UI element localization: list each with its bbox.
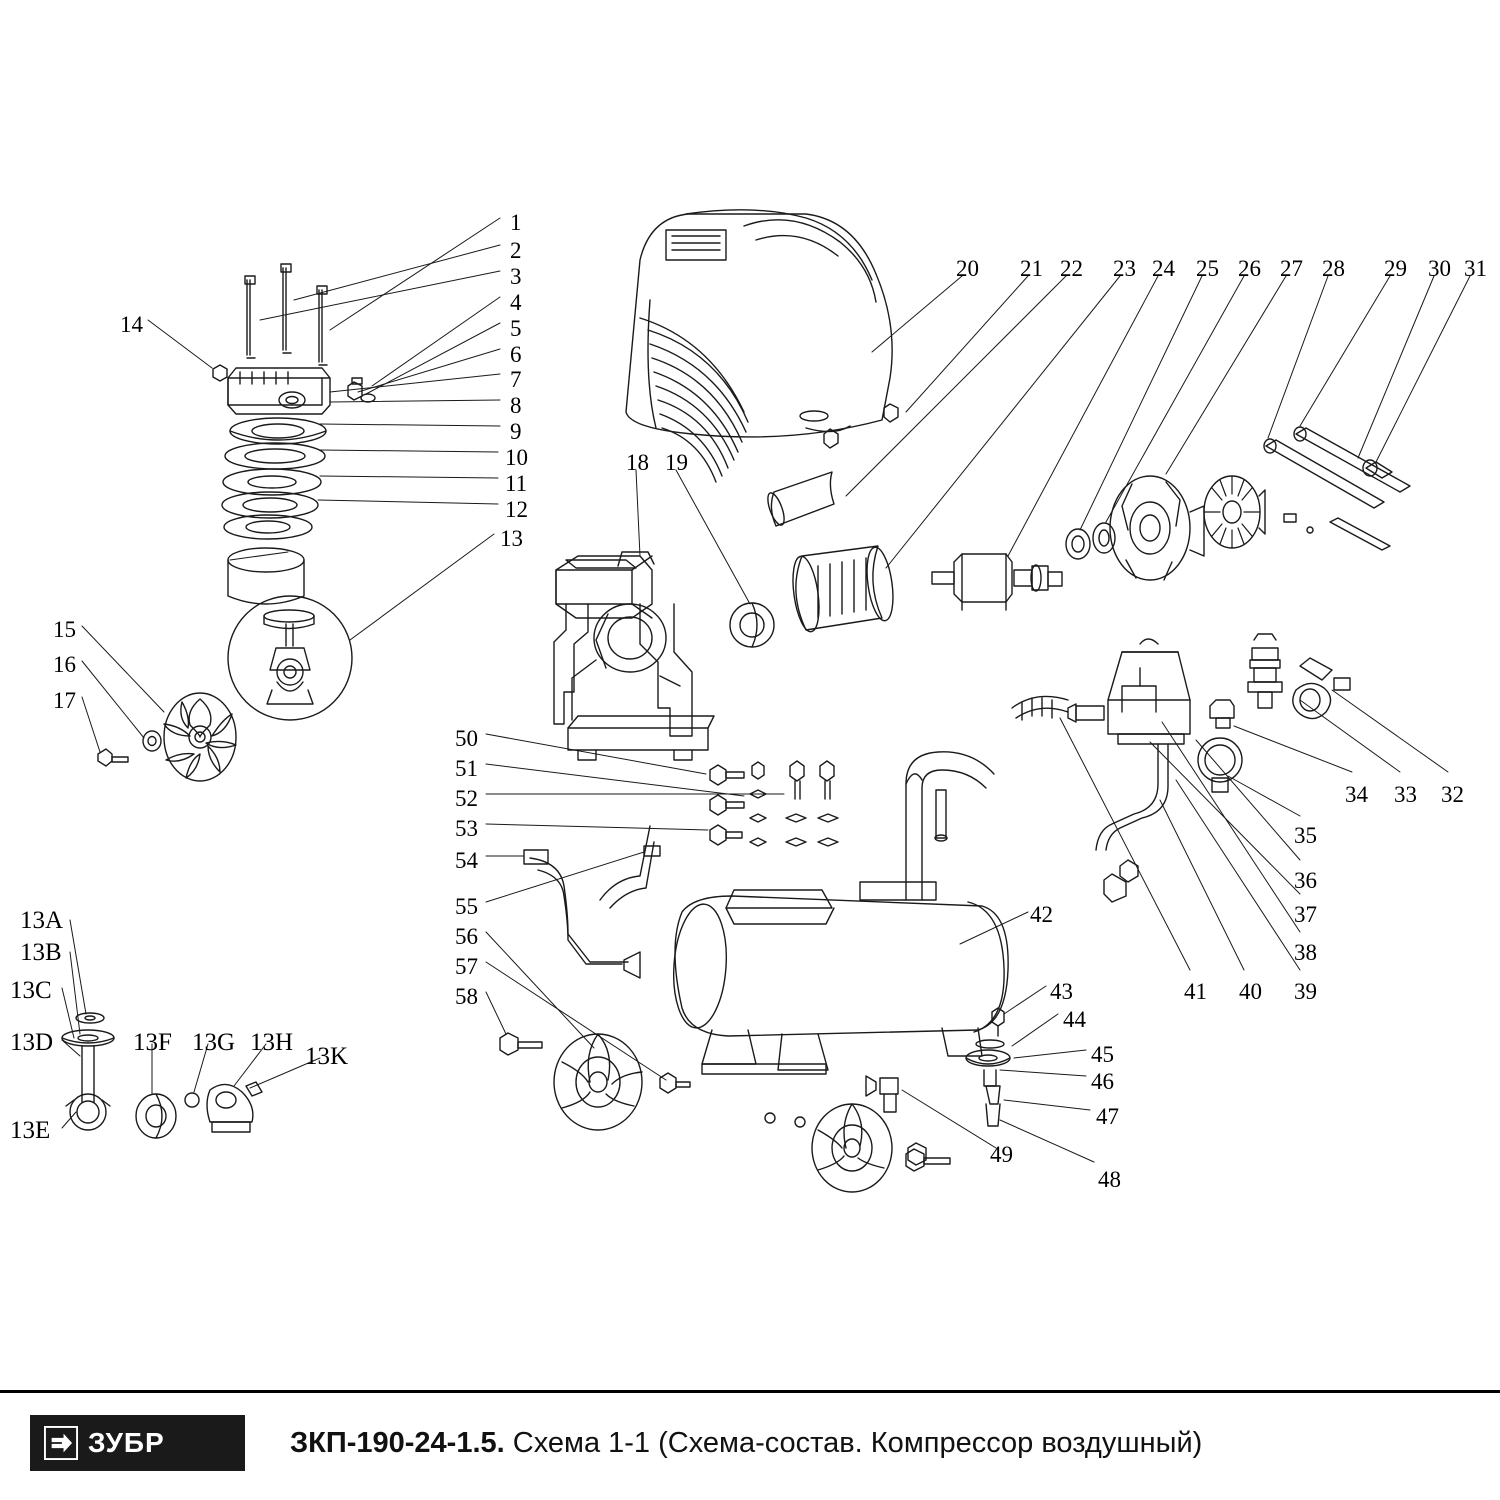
callout-21: 21 [1020,256,1043,281]
callout-55: 55 [455,894,478,919]
bearing-19 [730,603,774,647]
callout-35: 35 [1294,823,1317,848]
callout-34: 34 [1345,782,1368,807]
callout-13D: 13D [10,1029,54,1056]
callout-9: 9 [510,419,522,444]
cylinder-head-assembly [213,264,375,604]
callout-10: 10 [505,445,528,470]
callout-13H: 13H [250,1029,294,1056]
callout-24: 24 [1152,256,1175,281]
callout-41: 41 [1184,979,1207,1004]
callout-48: 48 [1098,1167,1121,1192]
air-tank [670,752,1008,1074]
callout-13: 13 [500,526,523,551]
callout-51: 51 [455,756,478,781]
callout-13E: 13E [10,1117,51,1144]
brand-name: ЗУБР [88,1427,165,1458]
callout-13G: 13G [192,1029,236,1056]
callout-3: 3 [510,264,522,289]
callout-58: 58 [455,984,478,1009]
callout-13K: 13K [305,1043,349,1070]
bearing-washers [1066,523,1115,559]
callout-30: 30 [1428,256,1451,281]
callout-12: 12 [505,497,528,522]
callout-5: 5 [510,316,522,341]
motor-cover [626,210,898,482]
callout-6: 6 [510,342,522,367]
callout-13B: 13B [20,939,62,966]
callout-13F: 13F [133,1029,172,1056]
callout-19: 19 [665,450,688,475]
callout-27: 27 [1280,256,1303,281]
zubr-arrow-icon [44,1426,78,1460]
footer-bar [0,1390,1500,1500]
callout-49: 49 [990,1142,1013,1167]
callout-28: 28 [1322,256,1345,281]
callout-39: 39 [1294,979,1317,1004]
hardware-fasteners [710,761,838,846]
pressure-switch-assembly [1012,634,1350,902]
outlet-pipe [524,826,660,978]
callout-40: 40 [1239,979,1262,1004]
motor-end-bell [1110,476,1204,580]
callout-11: 11 [505,471,528,496]
callout-44: 44 [1063,1007,1086,1032]
callout-45: 45 [1091,1042,1114,1067]
callout-52: 52 [455,786,478,811]
callout-4: 4 [510,290,522,315]
callout-31: 31 [1464,256,1487,281]
callout-57: 57 [455,954,478,979]
crankcase-assembly [554,552,714,760]
callout-37: 37 [1294,902,1317,927]
callout-38: 38 [1294,940,1317,965]
model-number: ЗКП-190-24-1.5. [290,1426,505,1459]
callout-7: 7 [510,367,522,392]
stator [789,546,897,634]
callout-17: 17 [53,688,76,713]
scheme-caption: Схема 1-1 (Схема-состав. Компрессор воздушный) [512,1426,1203,1459]
callout-8: 8 [510,393,522,418]
callout-14: 14 [120,312,143,337]
callout-18: 18 [626,450,649,475]
long-bolts [1264,427,1410,550]
callout-54: 54 [455,848,478,873]
callout-15: 15 [53,617,76,642]
callout-20: 20 [956,256,979,281]
callout-42: 42 [1030,902,1053,927]
capacitor [765,472,834,527]
callout-25: 25 [1196,256,1219,281]
callout-2: 2 [510,238,522,263]
callout-22: 22 [1060,256,1083,281]
motor-fan [1204,476,1265,548]
piston-rod-detail-balloon [228,596,352,720]
callout-26: 26 [1238,256,1261,281]
leader-lines [62,218,1470,1162]
callout-13A: 13A [20,907,64,934]
callout-23: 23 [1113,256,1136,281]
callout-13C: 13C [10,977,52,1004]
rotor-shaft [932,554,1062,610]
callout-36: 36 [1294,868,1317,893]
callout-16: 16 [53,652,76,677]
callout-56: 56 [455,924,478,949]
callout-32: 32 [1441,782,1464,807]
callout-33: 33 [1394,782,1417,807]
callout-29: 29 [1384,256,1407,281]
brand-logo [30,1415,245,1471]
callout-50: 50 [455,726,478,751]
wheels [500,1033,950,1192]
callout-47: 47 [1096,1104,1119,1129]
callout-46: 46 [1091,1069,1114,1094]
footer-caption [290,1427,1202,1460]
callout-53: 53 [455,816,478,841]
callout-1: 1 [510,210,522,235]
callout-43: 43 [1050,979,1073,1004]
